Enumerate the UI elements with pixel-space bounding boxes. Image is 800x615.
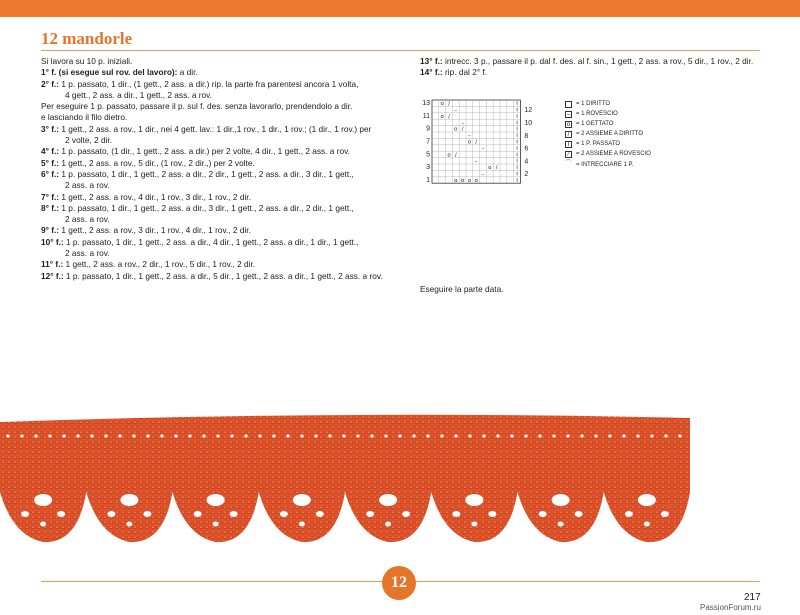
lace-eyelet <box>552 494 570 506</box>
row-text: Si lavora su 10 p. iniziali. <box>41 56 133 66</box>
row-text: 1 p. passato, (1 dir., 1 gett., 2 ass. a dir.) per 2 volte, 4 dir., 1 gett., 2 ass. a rov. <box>59 146 350 157</box>
chart-symbol: I <box>516 126 518 133</box>
lace-eyelet <box>216 434 219 437</box>
chart-symbol: I <box>516 152 518 159</box>
chart-row-number: 9 <box>426 125 430 133</box>
legend-item <box>565 99 651 109</box>
chart-symbol: o <box>440 101 444 108</box>
lace-eyelet <box>258 434 261 437</box>
instruction-line <box>41 271 391 282</box>
instruction-line <box>41 225 391 236</box>
row-text: 2 ass. a rov. <box>65 214 110 225</box>
lace-eyelet <box>230 434 233 437</box>
lace-eyelet <box>661 511 669 517</box>
legend-item <box>565 119 651 129</box>
chart-symbol: I <box>516 120 518 127</box>
lace-eyelet <box>207 494 225 506</box>
chart-symbol: / <box>475 139 478 146</box>
row-text: 1 p. passato, 1 dir., 1 gett., 2 ass. a dir., 2 dir., 1 gett., 2 ass. a dir., 3 dir., 1 gett., <box>59 168 354 179</box>
lace-eyelet <box>120 494 138 506</box>
lace-eyelet <box>465 494 483 506</box>
lace-eyelet <box>440 434 443 437</box>
lace-eyelet <box>566 434 569 437</box>
lace-eyelet <box>146 434 149 437</box>
lace-eyelet <box>488 511 496 517</box>
lace-eyelet <box>160 434 163 437</box>
legend-item <box>565 160 651 170</box>
lace-eyelet <box>608 434 611 437</box>
chart-symbol: o <box>447 152 451 159</box>
page-title: 12 mandorle <box>41 29 133 48</box>
dash-icon: – <box>566 111 571 118</box>
row-text: 1 gett., 2 ass. a rov., 1 dir., nei 4 gett. lav.: 1 dir.,1 rov., 1 dir., 1 rov.; (1 dir., 1 rov.) per <box>59 123 372 134</box>
chart-symbol: o <box>454 126 458 133</box>
chart-row-number: 7 <box>426 138 430 146</box>
chart-symbol: I <box>516 158 518 165</box>
slash-icon: / <box>565 131 572 138</box>
row-label: 8° f.: <box>41 202 60 213</box>
lace-eyelet <box>244 434 247 437</box>
row-text: 1 p. passato, 1 dir., (1 gett., 2 ass. a dir.) rip. la parte fra parentesi ancora 1 volta, <box>59 78 359 89</box>
lace-eyelet <box>650 434 653 437</box>
slash-dash-icon: ⁄ <box>565 151 572 158</box>
lace-eyelet <box>580 434 583 437</box>
lace-eyelet <box>174 434 177 437</box>
chart-symbol: – <box>481 145 485 152</box>
lace-eyelet <box>299 522 305 527</box>
lace-eyelet <box>594 434 597 437</box>
lace-eyelet <box>107 511 115 517</box>
lace-eyelet <box>638 494 656 506</box>
chart-row-number: 10 <box>524 119 533 127</box>
chart-symbol: – <box>481 171 485 178</box>
instruction-line <box>41 124 391 135</box>
chart-row-number: 6 <box>524 145 529 153</box>
row-label: 11° f.: <box>41 259 64 270</box>
lace-eyelet <box>426 434 429 437</box>
instructions-left-column <box>41 56 391 282</box>
chart-symbol: o <box>454 177 458 184</box>
lace-eyelet <box>471 522 477 527</box>
knitted-lace-photo <box>0 410 700 550</box>
legend-item <box>565 149 651 159</box>
lace-eyelet <box>622 434 625 437</box>
chart-symbol: I <box>516 101 518 108</box>
top-color-bar <box>0 0 800 17</box>
lace-eyelet <box>412 434 415 437</box>
lace-eyelet <box>293 494 311 506</box>
instruction-line <box>41 169 391 180</box>
lace-eyelet <box>57 511 65 517</box>
lace-eyelet <box>6 434 9 437</box>
lace-eyelet <box>280 511 288 517</box>
row-text: rip. dal 2° f. <box>442 67 488 78</box>
lace-eyelet <box>468 434 471 437</box>
lace-eyelet <box>104 434 107 437</box>
lace-eyelet <box>538 434 541 437</box>
lace-eyelet <box>664 434 667 437</box>
knitting-chart <box>418 96 538 191</box>
lace-eyelet <box>398 434 401 437</box>
chart-symbol: / <box>495 165 498 172</box>
instruction-line <box>41 248 391 259</box>
row-label: 13° f.: <box>420 56 443 66</box>
instruction-line <box>41 56 391 67</box>
chart-symbol: / <box>454 152 457 159</box>
lace-eyelet <box>34 434 37 437</box>
chart-symbol: o <box>488 165 492 172</box>
row-text: 1 gett., 2 ass. a rov., 5 dir., (1 rov., 2 dir.,) per 2 volte. <box>59 157 255 168</box>
lace-eyelet <box>384 434 387 437</box>
chart-legend <box>565 99 651 170</box>
lace-eyelet <box>342 434 345 437</box>
lace-eyelet <box>496 434 499 437</box>
chart-row-number: 8 <box>524 132 529 140</box>
lace-eyelet <box>482 434 485 437</box>
instruction-line <box>41 67 391 78</box>
instructions-right-column <box>420 56 765 79</box>
legend-label: = 1 P. PASSATO <box>576 141 621 148</box>
lace-eyelet <box>510 434 513 437</box>
lace-eyelet <box>524 434 527 437</box>
row-label: 4° f.: <box>41 146 60 157</box>
chart-symbol: / <box>448 101 450 108</box>
lace-eyelet <box>644 522 650 527</box>
lace-eyelet <box>202 434 205 437</box>
legend-label: = 2 ASSIEME A ROVESCIO <box>576 151 651 158</box>
row-text: 2 ass. a rov. <box>65 248 110 259</box>
instruction-line <box>41 203 391 214</box>
lace-eyelet <box>379 494 397 506</box>
lace-eyelet <box>76 434 79 437</box>
row-label: 10° f.: <box>41 236 64 247</box>
lace-eyelet <box>21 511 29 517</box>
pattern-number-badge: 12 <box>382 566 416 600</box>
chart-symbol: I <box>516 107 518 114</box>
lace-eyelet <box>385 522 391 527</box>
row-label: 7° f.: <box>41 191 60 202</box>
lace-eyelet <box>316 511 324 517</box>
legend-label: = 1 GETTATO <box>576 121 614 128</box>
lace-eyelet <box>213 522 219 527</box>
legend-label: = 2 ASSIEME A DIRITTO <box>576 131 644 138</box>
chart-symbol: / <box>461 126 464 133</box>
row-text: 1 p. passato, 1 dir., 1 gett., 2 ass. a dir., 4 dir., 1 gett., 2 ass. a dir., 1 dir., 1 gett., <box>63 236 359 247</box>
lace-eyelet <box>575 511 583 517</box>
arc-icon: ⌒ <box>565 161 572 168</box>
lace-eyelet <box>286 434 289 437</box>
chart-symbol: o <box>467 177 472 184</box>
lace-eyelet <box>356 434 359 437</box>
chart-row-number: 3 <box>426 164 430 172</box>
watermark: PassionForum.ru <box>700 603 761 612</box>
row-text: Per eseguire 1 p. passato, passare il p. sul f. des. senza lavorarlo, prendendolo a dir. <box>41 101 353 112</box>
chart-symbol: o <box>440 113 444 120</box>
legend-item <box>565 129 651 139</box>
lace-eyelet <box>636 434 639 437</box>
row-label: 3° f.: <box>41 123 60 134</box>
chart-symbol: – <box>454 107 458 114</box>
circle-icon: o <box>566 121 571 128</box>
lace-eyelet <box>90 434 93 437</box>
chart-symbol: I <box>516 145 518 152</box>
legend-label: = INTRECCIARE 1 P. <box>576 161 634 168</box>
lace-eyelet <box>230 511 238 517</box>
row-label: 9° f.: <box>41 225 60 236</box>
instruction-line <box>41 90 391 101</box>
lace-eyelet <box>402 511 410 517</box>
row-text: e lasciando il filo dietro. <box>41 112 128 123</box>
chart-symbol: / <box>448 113 450 120</box>
row-text: a dir. <box>177 67 198 78</box>
lace-eyelet <box>118 434 121 437</box>
chart-symbol: – <box>468 133 471 140</box>
lace-eyelet <box>194 511 202 517</box>
lace-eyelet <box>625 511 633 517</box>
instruction-line <box>420 56 765 67</box>
lace-eyelet <box>34 494 52 506</box>
legend-item <box>565 109 651 119</box>
instruction-line <box>41 79 391 90</box>
lace-eyelet <box>539 511 547 517</box>
lace-eyelet <box>678 434 681 437</box>
title-divider <box>41 50 760 51</box>
lace-eyelet <box>272 434 275 437</box>
row-label: 1° f. (si esegue sul rov. del lavoro): <box>41 67 178 78</box>
lace-eyelet <box>452 511 460 517</box>
chart-row-number: 13 <box>422 100 430 108</box>
row-text: 2 ass. a rov. <box>65 180 110 191</box>
lace-eyelet <box>48 434 51 437</box>
instruction-line <box>41 237 391 248</box>
lace-eyelet <box>40 522 46 527</box>
chart-symbol: I <box>516 133 518 140</box>
lace-eyelet <box>188 434 191 437</box>
row-text: 1 gett., 2 ass. a rov., 3 dir., 1 rov., 4 dir., 1 rov., 2 dir. <box>59 225 251 236</box>
instruction-line <box>41 180 391 191</box>
instruction-line <box>41 214 391 225</box>
page-number: 217 <box>744 592 761 603</box>
legend-label: = 1 DIRITTO <box>576 101 611 107</box>
square-empty-icon <box>565 101 572 108</box>
instruction-line <box>41 192 391 203</box>
lace-eyelet <box>558 522 564 527</box>
chart-symbol: o <box>460 177 465 184</box>
legend-item <box>565 139 651 149</box>
row-label: 6° f.: <box>41 168 60 179</box>
row-label: 12° f.: <box>41 270 64 281</box>
row-text: 2 volte, 2 dir. <box>65 135 113 146</box>
legend-label: = 1 ROVESCIO <box>576 111 618 118</box>
chart-symbol: o <box>474 177 478 184</box>
chart-symbol: – <box>474 158 478 165</box>
chart-row-number: 12 <box>524 107 533 115</box>
chart-symbol: I <box>516 171 518 178</box>
chart-row-number: 1 <box>426 176 430 184</box>
instruction-line <box>41 135 391 146</box>
instruction-line <box>41 146 391 157</box>
lace-eyelet <box>62 434 65 437</box>
lace-eyelet <box>300 434 303 437</box>
row-text: intrecc. 3 p., passare il p. dal f. des. al f. sin., 1 gett., 2 ass. a rov., 5 dir., 1 rov., 2 dir. <box>442 56 754 66</box>
chart-symbol: I <box>516 113 518 120</box>
lace-eyelet <box>20 434 23 437</box>
lace-eyelet <box>132 434 135 437</box>
row-text: 4 gett., 2 ass. a dir., 1 gett., 2 ass. a rov. <box>65 89 212 100</box>
chart-symbol: – <box>461 120 464 127</box>
chart-symbol: I <box>516 177 518 184</box>
row-label: 14° f.: <box>420 67 443 78</box>
instruction-line <box>41 101 391 112</box>
chart-row-number: 2 <box>524 171 529 179</box>
row-text: 1 gett., 2 ass. a rov., 4 dir., 1 rov., 3 dir., 1 rov., 2 dir. <box>59 191 251 202</box>
lace-eyelet <box>454 434 457 437</box>
lace-eyelet <box>328 434 331 437</box>
bar-icon: I <box>565 141 572 148</box>
instruction-line <box>420 67 765 78</box>
lace-eyelet <box>370 434 373 437</box>
chart-symbol: I <box>516 139 518 146</box>
row-label: 5° f.: <box>41 157 60 168</box>
row-text: 1 p. passato, 1 dir., 1 gett., 2 ass. a dir., 5 dir., 1 gett., 2 ass. a dir., 1 gett., 2 ass. a rov. <box>63 270 383 281</box>
chart-row-number: 5 <box>426 151 430 159</box>
chart-row-number: 11 <box>422 112 430 120</box>
chart-row-number: 4 <box>524 158 529 166</box>
lace-eyelet <box>552 434 555 437</box>
instruction-line <box>41 259 391 270</box>
chart-symbol: I <box>516 165 518 172</box>
closing-note: Eseguire la parte data. <box>420 284 504 294</box>
lace-eyelet <box>314 434 317 437</box>
instruction-line <box>41 112 391 123</box>
chart-symbol: o <box>467 139 472 146</box>
row-label: 2° f.: <box>41 78 60 89</box>
lace-eyelet <box>126 522 132 527</box>
lace-fabric <box>0 415 690 542</box>
instruction-line <box>41 158 391 169</box>
lace-eyelet <box>366 511 374 517</box>
row-text: 1 gett., 2 ass. a rov., 2 dir., 1 rov., 5 dir., 1 rov., 2 dir. <box>63 259 256 270</box>
lace-eyelet <box>143 511 151 517</box>
row-text: 1 p. passato, 1 dir., 1 gett., 2 ass. a dir., 3 dir., 1 gett., 2 ass. a dir., 2 dir., 1 gett., <box>59 202 354 213</box>
